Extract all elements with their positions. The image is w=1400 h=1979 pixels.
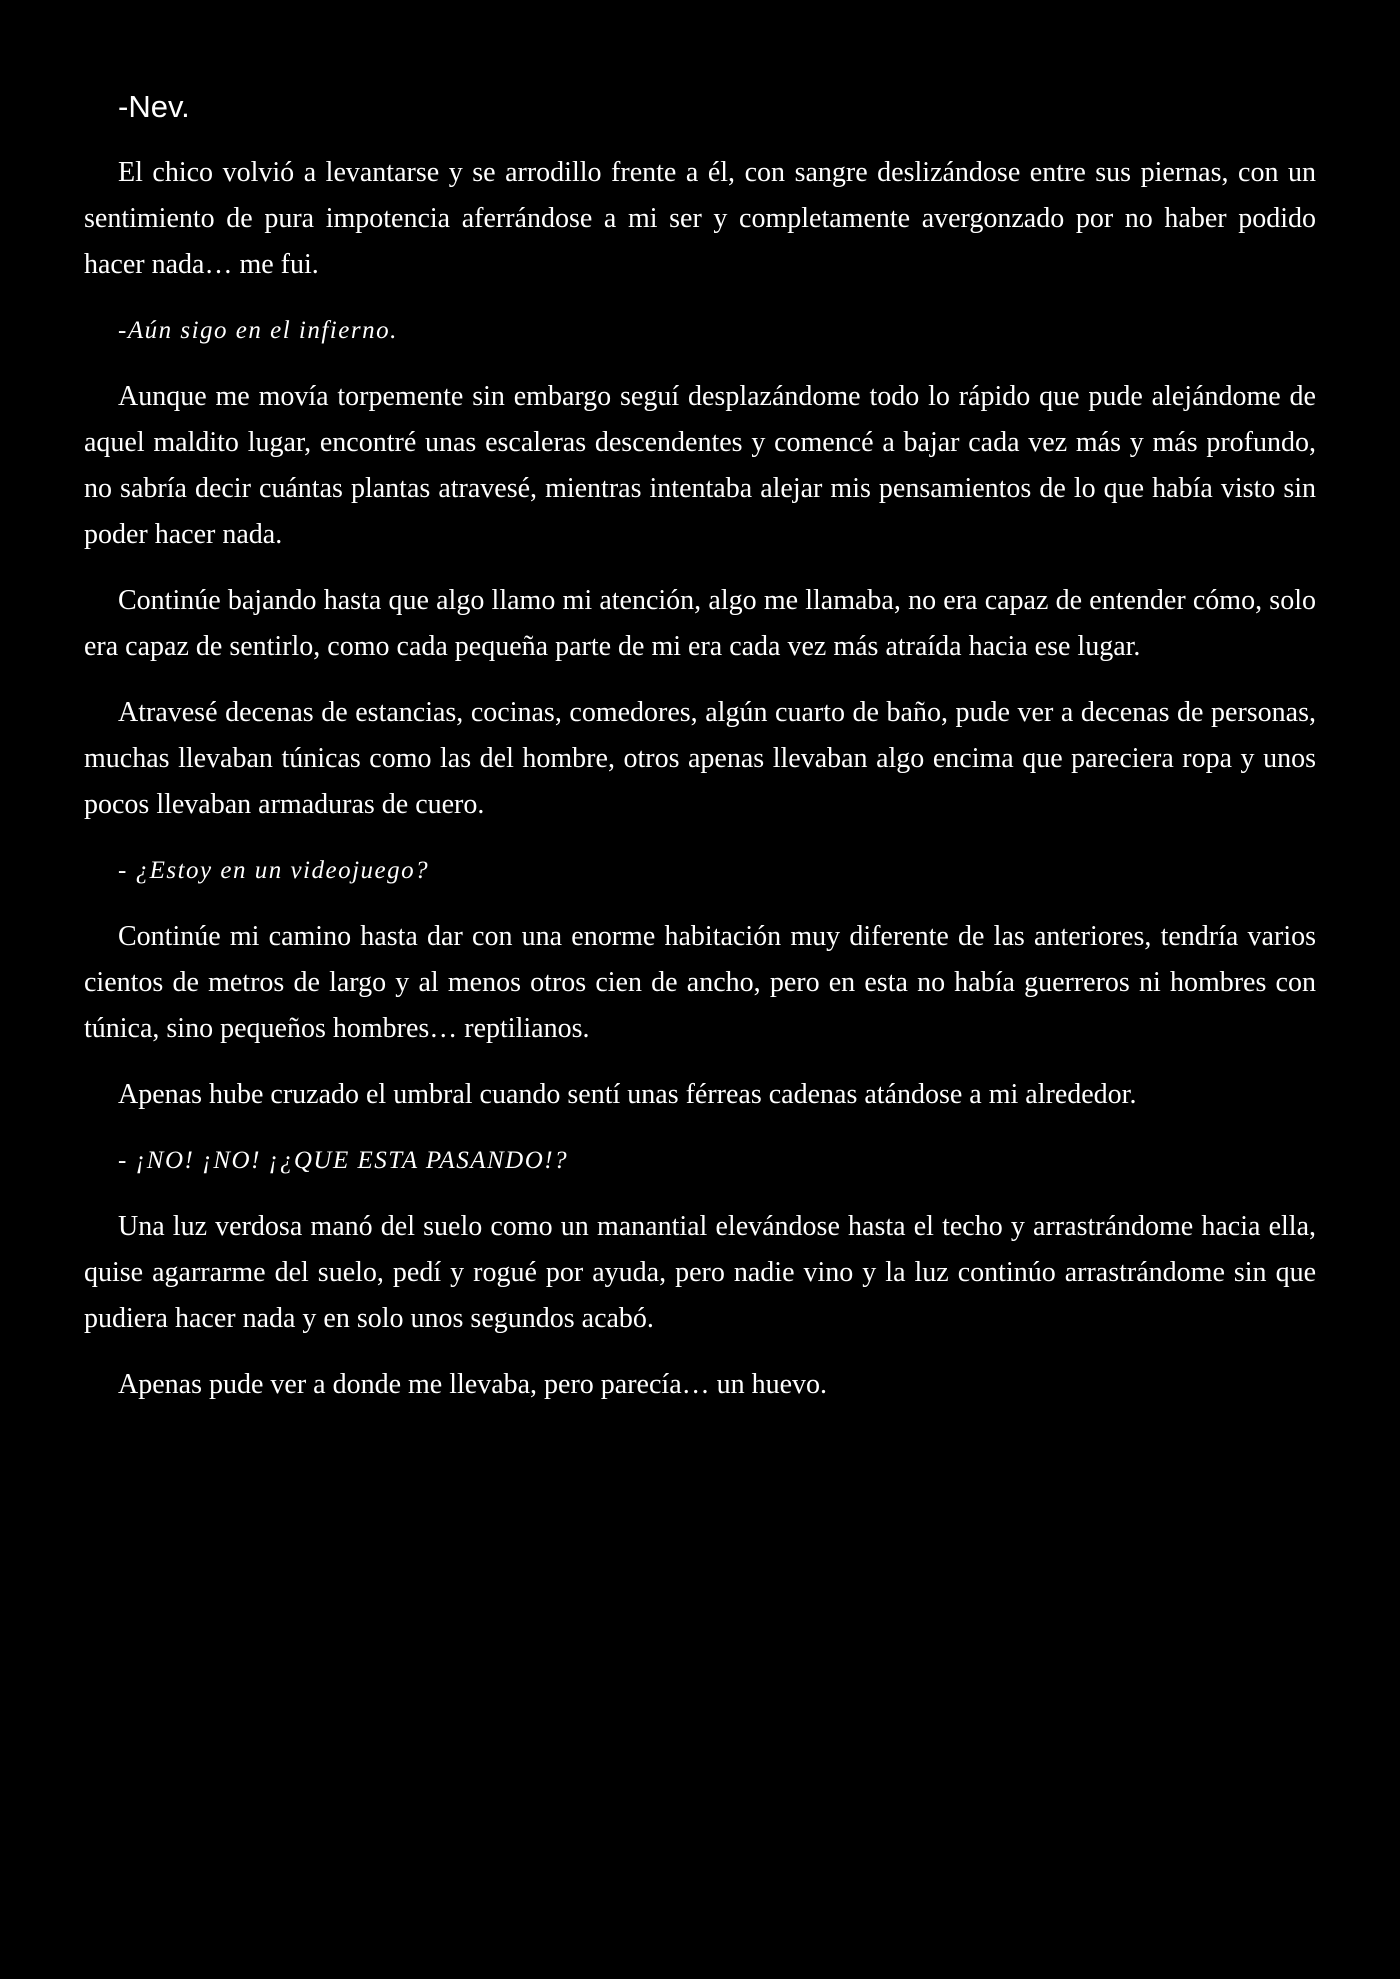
paragraph: El chico volvió a levantarse y se arrodillo frente a él, con sangre deslizándose entre sus piernas, con un sentimiento de pura impotencia aferrándose a mi ser y completamente avergonzado por no haber podido hacer nada… me fui. — [84, 157, 1316, 280]
paragraph: Apenas pude ver a donde me llevaba, pero parecía… un huevo. — [118, 1369, 828, 1400]
thought-line: - ¿Estoy en un videojuego? — [118, 857, 430, 884]
thought-line: -Aún sigo en el infierno. — [118, 317, 398, 344]
paragraph: Una luz verdosa manó del suelo como un manantial elevándose hasta el techo y arrastrándome hacia ella, quise agarrarme del suelo, pedí y rogué por ayuda, pero nadie vino y la luz continúo arrastrándome sin que pudiera hacer nada y en solo unos segundos acabó. — [84, 1211, 1316, 1334]
paragraph: Aunque me movía torpemente sin embargo seguí desplazándome todo lo rápido que pude alejándome de aquel maldito lugar, encontré unas escaleras descendentes y comencé a bajar cada vez más y más profundo, no sabría decir cuántas plantas atravesé, mientras intentaba alejar mis pensamientos de lo que había visto sin poder hacer nada. — [84, 381, 1316, 550]
document-page — [84, 84, 1316, 1428]
dialog-line: -Nev. — [118, 89, 190, 124]
paragraph: Atravesé decenas de estancias, cocinas, comedores, algún cuarto de baño, pude ver a decenas de personas, muchas llevaban túnicas como las del hombre, otros apenas llevaban algo encima que pareciera ropa y unos pocos llevaban armaduras de cuero. — [84, 697, 1316, 820]
paragraph: Apenas hube cruzado el umbral cuando sentí unas férreas cadenas atándose a mi alrededor. — [118, 1079, 1137, 1110]
thought-line: - ¡NO! ¡NO! ¡¿QUE ESTA PASANDO!? — [118, 1147, 569, 1174]
paragraph: Continúe mi camino hasta dar con una enorme habitación muy diferente de las anteriores, tendría varios cientos de metros de largo y al menos otros cien de ancho, pero en esta no había guerreros ni hombres con túnica, sino pequeños hombres… reptilianos. — [84, 921, 1316, 1044]
paragraph: Continúe bajando hasta que algo llamo mi atención, algo me llamaba, no era capaz de entender cómo, solo era capaz de sentirlo, como cada pequeña parte de mi era cada vez más atraída hacia ese lugar. — [84, 585, 1316, 662]
